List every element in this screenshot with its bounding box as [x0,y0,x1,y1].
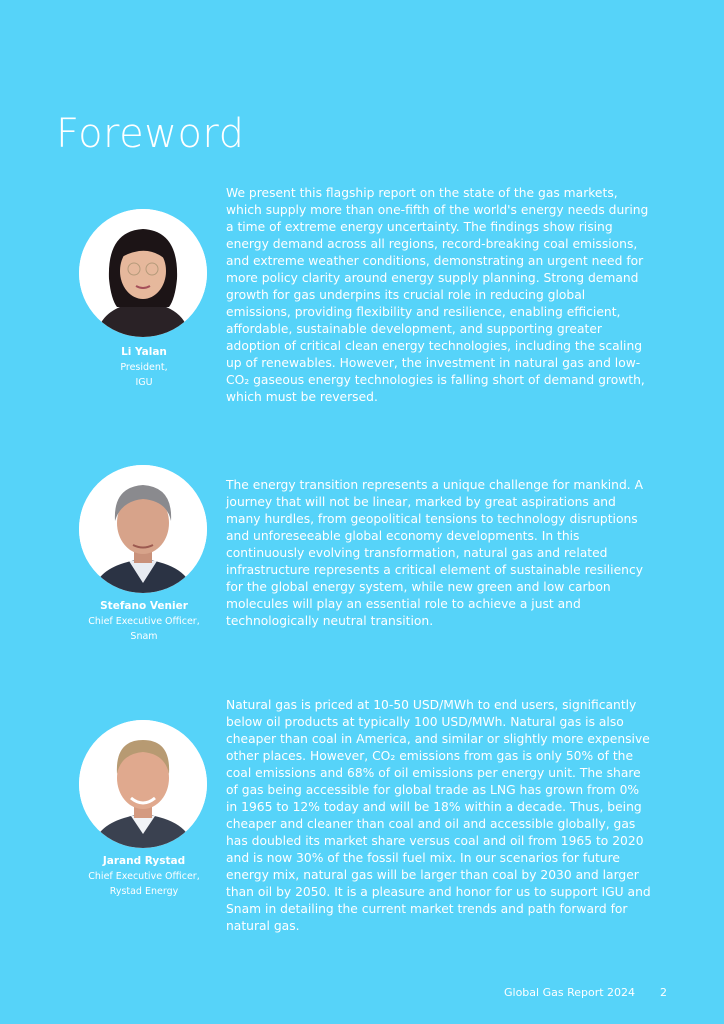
person-role: Chief Executive Officer, [88,871,200,882]
person-organization: IGU [135,377,153,388]
portrait-photo [79,720,207,848]
portrait-photo [79,209,207,337]
foreword-paragraph: We present this flagship report on the state of the gas markets, which supply more than one-fifth of the world's energy needs during a time of extreme energy uncertainty. The findings show rising energy demand across all regions, record-breaking coal emissions, and extreme weather conditions, demonstrating an urgent need for more policy clarity around energy supply planning. Strong demand growth for gas underpins its crucial role in reducing global emissions, providing flexibility and resilience, enabling efficient, affordable, sustainable development, and supporting greater adoption of critical clean energy technologies, including the scaling up of renewables. However, the investment in natural gas and low-CO₂ gaseous energy technologies is falling short of demand growth, which must be reversed. [226,186,649,404]
person-caption [64,345,224,390]
page-title: Foreword [56,111,245,157]
person-name: Stefano Venier [100,600,188,612]
person-organization: Snam [130,631,158,642]
footer-page-number: 2 [660,986,667,999]
person-caption [64,599,224,644]
person-role: Chief Executive Officer, [88,616,200,627]
person-name: Jarand Rystad [102,855,186,867]
foreword-paragraph: Natural gas is priced at 10-50 USD/MWh to end users, significantly below oil products at typically 100 USD/MWh. Natural gas is also cheaper than coal in America, and similar or slightly more expensive other places. However, CO₂ emissions from gas is only 50% of the coal emissions and 68% of oil emissions per energy unit. The share of gas being accessible for global trade as LNG has grown from 0% in 1965 to 12% today and will be 18% within a decade. Thus, being cheaper and cleaner than coal and oil and accessible globally, gas has doubled its market share versus coal and oil from 1965 to 2020 and is now 30% of the fossil fuel mix. In our scenarios for future energy mix, natural gas will be larger than coal by 2030 and larger than oil by 2050. It is a pleasure and honor for us to support IGU and Snam in detailing the current market trends and path forward for natural gas. [226,698,651,933]
person-name: Li Yalan [121,346,167,358]
person-organization: Rystad Energy [109,886,179,897]
person-role: President, [120,362,168,373]
person-caption [64,854,224,899]
footer-report-title: Global Gas Report 2024 [504,986,636,999]
portrait-photo [79,465,207,593]
foreword-paragraph: The energy transition represents a unique challenge for mankind. A journey that will not be linear, marked by great aspirations and many hurdles, from geopolitical tensions to technology disruptions and unforeseeable global economy developments. In this continuously evolving transformation, natural gas and related infrastructure represents a critical element of sustainable resiliency for the global energy system, while new green and low carbon molecules will play an essential role to achieve a just and technologically neutral transition. [226,478,644,628]
